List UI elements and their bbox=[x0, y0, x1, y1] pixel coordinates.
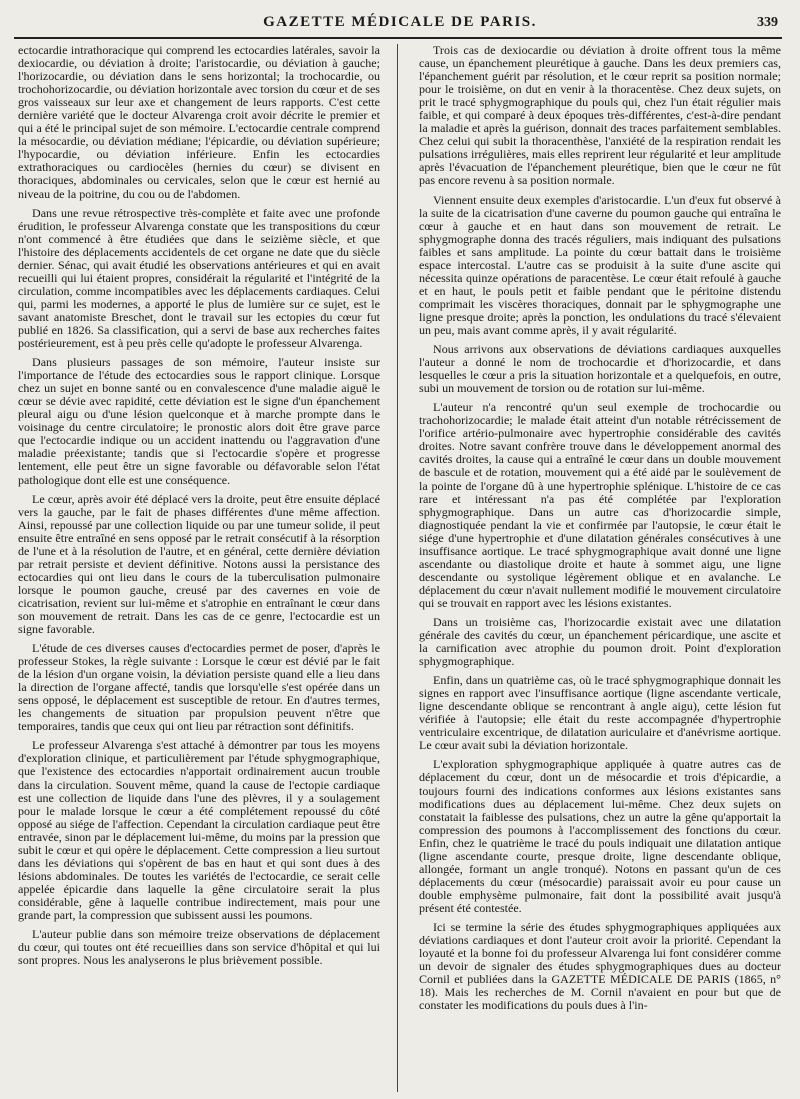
paragraph: Ici se termine la série des études sphygmographiques appliquées aux déviations cardiaques et dont l'auteur croit avoir la priorité. Cependant la loyauté et la bonne foi du professeur Alvarenga lui font considérer comme un devoir de signaler des études sphygmographiques dues au docteur Cornil et publiées dans la GAZETTE MÉDICALE DE PARIS (1865, n° 18). Mais les recherches de M. Cornil n'avaient en pour but que de constater les modifications du pouls dues à l'in- bbox=[419, 920, 781, 1013]
paragraph: Dans une revue rétrospective très-complète et faite avec une profonde érudition, le professeur Alvarenga constate que les transpositions du cœur n'ont commencé à être étudiées que dans le seizième siècle, et que l'histoire des déplacements accidentels de cet organe ne date que du siècle dernier. Sénac, qui avait étudié les observations antérieures et qui en avait recueilli qui lui étaient propres, considérait la régularité et l'intégrité de la circulation, comme incompatibles avec les déplacements cardiaques. Celui qui, parmi les modernes, a apporté le plus de lumière sur ce sujet, est le savant anatomiste Breschet, dont le travail sur les ectopies du cœur fut publié en 1826. Sa classification, qui a servi de base aux recherches faites postérieurement, est à peu près celle qu'adopte le professeur Alvarenga. bbox=[18, 205, 380, 351]
paragraph: L'auteur n'a rencontré qu'un seul exemple de trochocardie ou trachohorizocardie; le malade était atteint d'un notable rétrécissement de l'orifice artério-pulmonaire avec hypertrophie considérable des cavités droites. Notre savant confrère trouve dans le développement anormal des cavités droites, la cause qui a entraîné le cœur dans un double mouvement de bascule et de rotation, mouvement qui a été aidé par le soulèvement de la pointe de l'organe dû à une hypertrophie splénique. L'histoire de ce cas rare et intéressant n'a pas été complétée par l'exploration sphygmographique. Dans un autre cas d'horizocardie simple, diagnostiquée pendant la vie et confirmée par l'autopsie, le cœur était le siége d'une hypertrophie et d'une dilatation générales consécutives à une insuffisance aortique. Le tracé sphygmographique avait donné une ligne ascendante ou diastolique droite et haute à sommet aigu, une ligne descendante ou systolique légèrement oblique et en avalanche. Le déplacement du cœur n'avait nullement modifié le mouvement circulatoire qui se trouvait en rapport avec les lésions existantes. bbox=[419, 400, 781, 610]
paragraph: L'exploration sphygmographique appliquée à quatre autres cas de déplacement du cœur, dont un de mésocardie et trois d'épicardie, a toujours fourni des indications conformes aux lésions existantes sans modifications dues au déplacement lui-même. Chez deux sujets on constatait la faiblesse des pulsations, chez un autre la gêne qu'apportait la compression des poumons à l'accomplissement des fonctions du cœur. Enfin, chez le quatrième le tracé du pouls indiquait une dilatation antique (ligne ascendante courte, presque droite, ligne descendante oblique, allongée, formant un angle tronqué). Notons en passant qu'un de ces déplacements du cœur (mésocardie) paraissait avoir eu pour cause un double emphysème pulmonaire, fait dont la possibilité avait jusqu'à présent été contestée. bbox=[419, 757, 781, 915]
paragraph: Nous arrivons aux observations de déviations cardiaques auxquelles l'auteur a donné le nom de trochocardie et d'horizocardie, et dans lesquelles le cœur a pris la situation horizontale et a quelquefois, en outre, subi un mouvement de torsion ou de rotation sur lui-même. bbox=[419, 342, 781, 396]
right-column bbox=[419, 44, 781, 1092]
paragraph: Dans un troisième cas, l'horizocardie existait avec une dilatation générale des cavités du cœur, un épanchement péricardique, une ascite et la carnification avec atrophie du poumon droit. Point d'exploration sphygmographique. bbox=[419, 614, 781, 669]
left-column bbox=[18, 44, 380, 1092]
paragraph: Viennent ensuite deux exemples d'aristocardie. L'un d'eux fut observé à la suite de la cicatrisation d'une caverne du poumon gauche qui entraîna le cœur à gauche et en haut dans son mouvement de retrait. Le sphygmographe donna des tracés réguliers, mais indiquant des pulsations faibles et sans amplitude. La pointe du cœur battait dans le troisième espace intercostal. L'autre cas se produisit à la suite d'une ascite qui nécessita quinze opérations de paracentèse. Le cœur était refoulé à gauche et en haut, le pouls petit et faible pendant que le péritoine distendu comprimait les viscères thoraciques, donnait par le sphygmographe une ligne presque droite; après la ponction, les ondulations du tracé s'élevaient un peu, mais avant comme après, il y avait régularité. bbox=[419, 192, 781, 337]
paragraph: Le professeur Alvarenga s'est attaché à démontrer par tous les moyens d'exploration clinique, et particulièrement par l'étude sphygmographique, que l'existence des ectocardies n'apportait ordinairement aucun trouble dans la circulation. Souvent même, quand la cause de l'ectopie cardiaque est une collection de liquide dans l'une des plèvres, il y a soulagement pour le malade lorsque le cœur a été complétement repoussé du côté opposé au siége de l'affection. Cependant la circulation cardiaque peut être entravée, sinon par le déplacement lui-même, du moins par la pression que subit le cœur et qui opère le déplacement. Cette compression a lieu surtout dans les déviations qui s'opèrent de bas en haut et qui sont dues à des lésions abdominales. De toutes les variétés de l'ectocardie, ce serait celle appelée épicardie dans laquelle la gêne circulatoire serait la plus considérable, gêne à laquelle contribue indirectement, mais pour une grande part, la compression que subissent aussi les poumons. bbox=[18, 738, 380, 922]
paragraph: Enfin, dans un quatrième cas, où le tracé sphygmographique donnait les signes en rapport avec l'insuffisance aortique (ligne ascendante verticale, ligne descendante oblique se rencontrant à angle aigu), cette lésion fut vérifiée à l'autopsie; elle était du reste accompagnée d'hypertrophie ventriculaire excentrique, de dilatation auriculaire et d'anévrisme aortique. Le cœur avait subi la déviation horizontale. bbox=[419, 673, 781, 753]
paragraph: Dans plusieurs passages de son mémoire, l'auteur insiste sur l'importance de l'étude des ectocardies sous le rapport clinique. Lorsque chez un sujet en bonne santé ou en convalescence d'une maladie aiguë le cœur se dévie avec rapidité, cette déviation est le signe d'un épanchement pleural aigu ou d'une lésion quelconque et à marche prompte dans le voisinage du centre circulatoire; le pronostic alors doit être grave parce que l'ectocardie indique ou un accident inattendu ou l'aggravation d'une maladie préexistante; tandis que si l'ectocardie s'opère et progresse lentement, elle peut être un signe favorable ou défavorable selon l'état pathologique dont elle est une conséquence. bbox=[18, 355, 380, 487]
header-rule bbox=[14, 37, 782, 39]
paragraph: Trois cas de dexiocardie ou déviation à droite offrent tous la même cause, un épanchement pleurétique à gauche. Dans les deux premiers cas, l'épanchement guérit par résolution, et le cœur reprit sa position normale; pour le troisième, on dut en venir à la thoracentèse. Chez deux sujets, on prit le tracé sphygmographique du pouls qui, chez l'un était régulier mais faible, et qui comparé à deux époques très-différentes, c'est-à-dire pendant la maladie et après la guérison, donnait des traces parfaitement semblables. Chez celui qui subit la thoracenthèse, l'anxiété de la respiration rendait les pulsations irrégulières, mais elles reprirent leur régularité et leur amplitude après l'évacuation de l'épanchement pleurétique, bien que le cœur ne fût pas encore revenu à sa position normale. bbox=[419, 44, 781, 188]
column-divider bbox=[397, 44, 398, 1092]
paragraph: L'auteur publie dans son mémoire treize observations de déplacement du cœur, qui toutes ont été recueillies dans son service d'hôpital et qui lui sont propres. Nous les analyserons le plus brièvement possible. bbox=[18, 927, 380, 968]
page-number: 339 bbox=[757, 15, 778, 30]
page-header bbox=[0, 14, 800, 36]
paragraph: ectocardie intrathoracique qui comprend les ectocardies latérales, savoir la dexiocardie, ou déviation à droite; l'aristocardie, ou déviation à gauche; l'horizocardie, ou déviation dans le sens horizontal; la trochocardie, ou trochohorizocardie, ou déviation horizontale avec torsion du cœur et de ses gros vaisseaux sur leur axe et changement de leurs rapports. C'est cette dernière variété que le docteur Alvarenga croit avoir décrite le premier et qui a été le principal sujet de son mémoire. L'ectocardie centrale comprend la mésocardie, ou déviation médiane; l'épicardie, ou déviation supérieure; l'hypocardie, ou déviation inférieure. Enfin les ectocardies extrathoraciques ou cardiocèles (hernies du cœur) se divisent en thoraciques, abdominales ou cervicales, selon que le cœur est hernié au niveau de la poitrine, du cou ou de l'abdomen. bbox=[18, 44, 380, 201]
paragraph: Le cœur, après avoir été déplacé vers la droite, peut être ensuite déplacé vers la gauche, par le fait de phases différentes d'une même affection. Ainsi, repoussé par une collection liquide ou par une tumeur solide, il peut ensuite être entraîné en sens opposé par le retrait consécutif à la résorption de l'une et à la résolution de l'autre, et en général, cette dernière déviation par retrait persiste et devient définitive. Notons aussi la persistance des ectocardies qui ont lieu dans le cours de la tuberculisation pulmonaire lorsque le poumon gauche, creusé par des cavernes en voie de cicatrisation, revient sur lui-même et s'atrophie en entraînant le cœur dans son mouvement de retrait. Dans les cas de ce genre, l'ectocardie est un signe favorable. bbox=[18, 491, 380, 637]
paragraph: L'étude de ces diverses causes d'ectocardies permet de poser, d'après le professeur Stokes, la règle suivante : Lorsque le cœur est dévié par le fait de la lésion d'un organe voisin, la déviation persiste quand elle a lieu dans la direction de l'organe affecté, tandis que lorsqu'elle s'est opérée dans un sens opposé, le déplacement est susceptible de retour. En d'autres termes, les changements de situation par propulsion peuvent n'être que temporaires, tandis que ceux qui ont lieu par rétraction sont définitifs. bbox=[18, 641, 380, 734]
running-title: GAZETTE MÉDICALE DE PARIS. bbox=[263, 14, 537, 30]
